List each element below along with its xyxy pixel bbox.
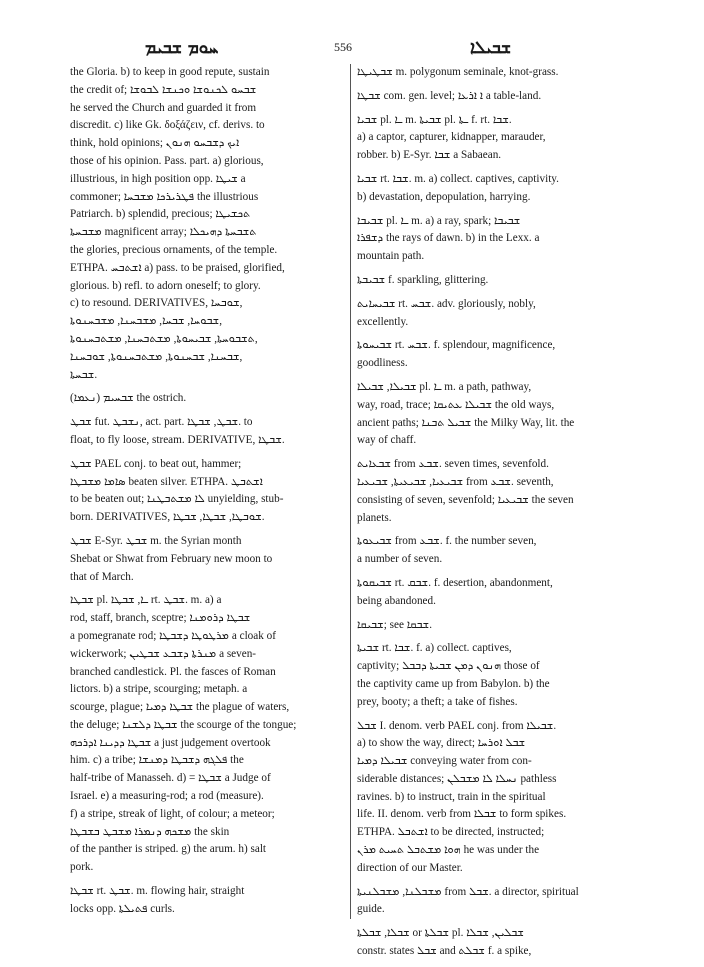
- dictionary-entry: [70, 883, 358, 919]
- entry-line: ܡܫܒܚܬܐ magnificent array; ܬܫܒܚܬܐ ܕܗܝܟܠܐ: [70, 226, 257, 239]
- entry-line: the glories, precious ornaments, of the temple.: [70, 243, 278, 256]
- dictionary-entry: [357, 272, 645, 290]
- dictionary-entry: [357, 379, 645, 450]
- entry-line: ܫܒܝܚܘܬܐ rt. ܫܒܚ. f. splendour, magnificence,: [357, 339, 556, 352]
- entry-line: ܫܒܝܐ rt. ܫܒܐ. m. a) collect. captives, captivity.: [357, 172, 559, 185]
- entry-line: ancient paths; ܫܒܝܠ ܬܒܢܐ the Milky Way, lit. the: [357, 416, 575, 429]
- dictionary-entry: [357, 575, 645, 611]
- entry-line: ܫܒܝܠܐ ܕܡܝܐ conveying water from con-: [357, 755, 532, 768]
- dictionary-entry: [70, 64, 358, 384]
- entry-line: ܫܒܛܐ ܕܕܝܢܐ ܐܕܪܟܗ a just judgement overtook: [70, 736, 271, 749]
- entry-line: ܫܒܝܩܐ; see ܫܒܩܐ.: [357, 618, 433, 631]
- entry-line: ܣܐܡܐ ܡܫܒܛܐ beaten silver. ETHPA. ܐܫܬܒܛ: [70, 475, 263, 488]
- entry-line: ܫܒܝܥܘܬܐ from ܫܒܥ. f. the number seven,: [357, 535, 537, 548]
- dictionary-entry: [357, 456, 645, 527]
- entry-line: discredit. c) like Gk. δοξάζειν, cf. derivs. to: [70, 119, 265, 132]
- dictionary-entry: [357, 617, 645, 635]
- dictionary-entry: [357, 171, 645, 207]
- dictionary-entry: [357, 213, 645, 266]
- entry-line: ܫܒܝܐ pl. ـܐ m. ܫܒܝܬܐ pl. ـܬܐ f. rt. ܫܒܐ.: [357, 113, 512, 126]
- entry-line: ܫܒܚܝܡ (ܢܥܡܐ) the ostrich.: [70, 392, 187, 405]
- dictionary-entry: [357, 337, 645, 373]
- entry-line: life. II. denom. verb from ܫܒܠܐ to form spikes.: [357, 808, 567, 821]
- entry-line: Israel. e) a measuring-rod; a rod (measure).: [70, 790, 264, 803]
- entry-line: wickerwork; ܡܢܪܬܐ ܕܫܒܥ ܫܒܛܝܢ a seven-: [70, 647, 257, 660]
- right-running-head: ܫܒܝܠܐ: [470, 38, 512, 58]
- dictionary-entry: [357, 718, 645, 878]
- entry-line: illustrious, in high position opp. ܫܝܛܐ a: [70, 172, 246, 185]
- entry-line: planets.: [357, 511, 392, 524]
- dictionary-entry: [357, 88, 645, 106]
- entry-line: ܫܒܛܐ com. gen. level; ܐ ܐܪܥܐ a table-land.: [357, 89, 542, 102]
- entry-line: ܫܒܝܬܐ rt. ܫܒܐ. f. a) collect. captives,: [357, 642, 512, 655]
- entry-line: prey, booty; a theft; a take of fishes.: [357, 695, 518, 708]
- entry-line: the deluge; ܫܒܛܐ ܕܠܫܢܐ the scourge of the tongue;: [70, 718, 297, 731]
- dictionary-entry: [357, 884, 645, 920]
- entry-line: float, to fly loose, stream. DERIVATIVE, ܫܒܛܐ.: [70, 433, 285, 446]
- entry-line: ܗܘܐ ܡܫܬܒܠ ܬܚܝܬ ܡܪܢ he was under the: [357, 844, 540, 857]
- left-running-head: ܚܘܡ ܫܒܝܡ: [145, 38, 219, 58]
- dictionary-entry: [70, 390, 358, 408]
- entry-line: ܫܒܠܐ, ܫܒܠܬܐ or ܫܒܠܬܐ pl. ܫܒܠܝܢ, ܫܒܠܐ: [357, 927, 524, 940]
- entry-line: constr. states ܫܒܠ and ܫܒܠܬ f. a spike,: [357, 945, 532, 958]
- dictionary-entry: [357, 533, 645, 569]
- dictionary-entry: [70, 533, 358, 586]
- entry-line: c) to resound. DERIVATIVES, ܫܘܒܚܐ,: [70, 297, 243, 310]
- entry-line: ETHPA. ܐܫܬܒܠ to be directed, instructed;: [357, 826, 545, 839]
- entry-line: think, hold opinions; ܐܝܟ ܕܫܒܚܘ ܗܢܘܢ: [70, 137, 240, 150]
- entry-line: glorious. b) refl. to adorn oneself; to glory.: [70, 279, 261, 292]
- entry-line: ܫܒܛܐ pl. ـܐ, ܫܒܛܐ rt. ܫܒܛ. m. a) a: [70, 594, 222, 607]
- column-divider: [350, 64, 351, 919]
- entry-line: of the panther is striped. g) the arum. h) salt: [70, 843, 267, 856]
- entry-line: ܫܒܛܝܛܐ m. polygonum seminale, knot-grass.: [357, 66, 559, 78]
- left-column: [70, 64, 358, 925]
- dictionary-entry: [357, 112, 645, 165]
- entry-line: consisting of seven, sevenfold; ܫܒܝܥܝܐ the seven: [357, 493, 574, 506]
- entry-line: he served the Church and guarded it from: [70, 101, 257, 114]
- entry-line: ܡܫܟܗ ܕܢܡܪܐ ܡܫܒܛ ܒܫܒܛܐ the skin: [70, 825, 230, 838]
- entry-line: excellently.: [357, 315, 409, 328]
- entry-line: ܫܒܛܐ rt. ܫܒܛ. m. flowing hair, straight: [70, 885, 245, 898]
- entry-line: ܫܒܛ E-Syr. ܫܒܛ m. the Syrian month: [70, 534, 242, 547]
- entry-line: ܫܒܠ I. denom. verb PAEL conj. from ܫܒܝܠܐ.: [357, 719, 557, 732]
- entry-line: mountain path.: [357, 250, 425, 263]
- entry-line: born. DERIVATIVES, ܫܘܒܛܐ, ܫܒܛܐ, ܫܒܛܐ.: [70, 511, 265, 524]
- entry-line: ܡܫܒܠܢܐ, ܡܫܒܠܢܝܬܐ from ܫܒܠ. a director, spiritual: [357, 885, 579, 898]
- entry-line: locks opp. ܦܬܝܠܬܐ curls.: [70, 902, 175, 915]
- entry-line: ܫܒܝܩܘܬܐ rt. ܫܒܩ. f. desertion, abandonment,: [357, 576, 553, 589]
- entry-line: the Gloria. b) to keep in good repute, sustain: [70, 66, 270, 78]
- entry-line: commoner; ܦܛܪܝܪܟܐ ܡܫܒܚܐ the illustrious: [70, 190, 259, 203]
- entry-line: being abandoned.: [357, 594, 436, 607]
- entry-line: a number of seven.: [357, 553, 443, 566]
- dictionary-entry: [357, 296, 645, 332]
- entry-line: ܫܒܘܚܐ, ܫܒܚܐ, ܡܫܒܚܢܐ, ܡܫܒܚܢܘܬܐ,: [70, 315, 222, 328]
- entry-line: way of chaff.: [357, 434, 417, 447]
- entry-line: branched candlestick. Pl. the fasces of Roman: [70, 665, 276, 678]
- entry-line: ܫܒܚܬܐ.: [70, 368, 98, 381]
- entry-line: direction of our Master.: [357, 861, 463, 874]
- entry-line: ܫܒܚܢܐ, ܫܒܚܢܘܬܐ, ܡܫܬܒܚܢܘܬܐ, ܫܘܒܚܢܐ,: [70, 350, 243, 363]
- page-number: 556: [334, 40, 352, 54]
- entry-line: siderable distances; ܢܚܠܐ ܠܐ ܡܫܒܠܢ pathless: [357, 772, 557, 785]
- entry-line: ܫܒܛ fut. ܢܫܒܛ, act. part. ܫܒܛ, ܫܒܛܐ. to: [70, 416, 253, 429]
- entry-line: a) a captor, capturer, kidnapper, marauder,: [357, 131, 546, 144]
- entry-line: ravines. b) to instruct, train in the spiritual: [357, 790, 546, 803]
- entry-line: Patriarch. b) splendid, precious; ܬܟܫܝܛܐ: [70, 208, 251, 221]
- entry-line: ETHPA. ܐܫܬܒܚ a) pass. to be praised, glorified,: [70, 261, 285, 274]
- entry-line: goodliness.: [357, 357, 408, 370]
- running-header: [0, 36, 704, 66]
- entry-line: ܫܒܝܚܐܝܬ rt. ܫܒܚ. adv. gloriously, nobly,: [357, 297, 536, 310]
- entry-line: robber. b) E-Syr. ܫܒܐ a Sabaean.: [357, 149, 502, 162]
- entry-line: f) a stripe, streak of light, of colour; a meteor;: [70, 807, 275, 820]
- dictionary-entry: [70, 592, 358, 877]
- entry-line: half-tribe of Manasseh. d) = ܫܒܛܐ a Judge of: [70, 772, 271, 785]
- dictionary-entry: [70, 456, 358, 527]
- entry-line: ܫܒܛ PAEL conj. to beat out, hammer;: [70, 457, 242, 470]
- entry-line: ܫܒܝܒܐ pl. ـܐ m. a) a ray, spark; ܫܒܝܒܐ: [357, 214, 521, 227]
- entry-line: ܫܒܝܠܐ, ܫܒܝܠܐ pl. ـܐ m. a path, pathway,: [357, 380, 532, 393]
- entry-line: ܫܒܝܥܝܐ, ܫܒܝܥܝܬܐ, ܫܒܝܥܝܐ from ܫܒܥ. seventh,: [357, 475, 554, 488]
- entry-line: rod, staff, branch, sceptre; ܫܒܛܐ ܕܪܘܡܢܐ: [70, 612, 251, 625]
- entry-line: a) to show the way, direct; ܫܒܠ ܐܘܪܚܐ: [357, 737, 526, 750]
- entry-line: ܕܫܦܪܐ the rays of dawn. b) in the Lexx. a: [357, 232, 540, 245]
- entry-line: ܫܒܥܐܝܬ from ܫܒܥ. seven times, sevenfold.: [357, 458, 549, 471]
- dictionary-entry: [70, 414, 358, 450]
- entry-line: ܫܒܝܒܬܐ f. sparkling, glittering.: [357, 273, 489, 286]
- entry-line: way, road, trace; ܫܒܝܠܐ ܥܬܝܩܐ the old ways,: [357, 398, 555, 411]
- dictionary-entry: [357, 640, 645, 711]
- entry-line: guide.: [357, 903, 385, 916]
- entry-line: pork.: [70, 861, 94, 874]
- right-column: [357, 64, 645, 967]
- entry-line: to be beaten out; ܠܐ ܡܫܬܒܛܢܐ unyielding, stub-: [70, 493, 284, 506]
- entry-line: him. c) a tribe; ܦܠܓܗ ܕܫܒܛܐ ܕܡܢܫܐ the: [70, 754, 244, 767]
- entry-line: scourge, plague; ܫܒܛܐ ܕܡܝܐ the plague of waters,: [70, 701, 290, 714]
- entry-line: the captivity came up from Babylon. b) the: [357, 677, 550, 690]
- entry-line: lictors. b) a stripe, scourging; metaph. a: [70, 683, 248, 696]
- dictionary-entry: [357, 64, 645, 82]
- entry-line: that of March.: [70, 570, 134, 583]
- entry-line: ܬܫܒܘܚܬܐ, ܫܒܝܚܘܬܐ, ܡܫܬܒܚܢܐ, ܡܫܬܒܚܢܘܬܐ,: [70, 332, 258, 345]
- entry-line: Shebat or Shwat from February new moon to: [70, 552, 273, 565]
- entry-line: the credit of; ܫܒܚܘ ܠܟܢܘܫܐ ܘܟܢܫܐ ܠܒܘܫܐ: [70, 83, 257, 96]
- dictionary-entry: [357, 925, 645, 961]
- entry-line: a pomegranate rod; ܡܪܛܘܛܐ ܕܫܒܛܐ a cloak of: [70, 629, 276, 642]
- entry-line: those of his opinion. Pass. part. a) glorious,: [70, 154, 264, 167]
- entry-line: captivity; ܗܢܘܢ ܕܡܢ ܫܒܝܬܐ ܕܒܒܠ those of: [357, 660, 540, 673]
- entry-line: b) devastation, depopulation, harrying.: [357, 190, 531, 203]
